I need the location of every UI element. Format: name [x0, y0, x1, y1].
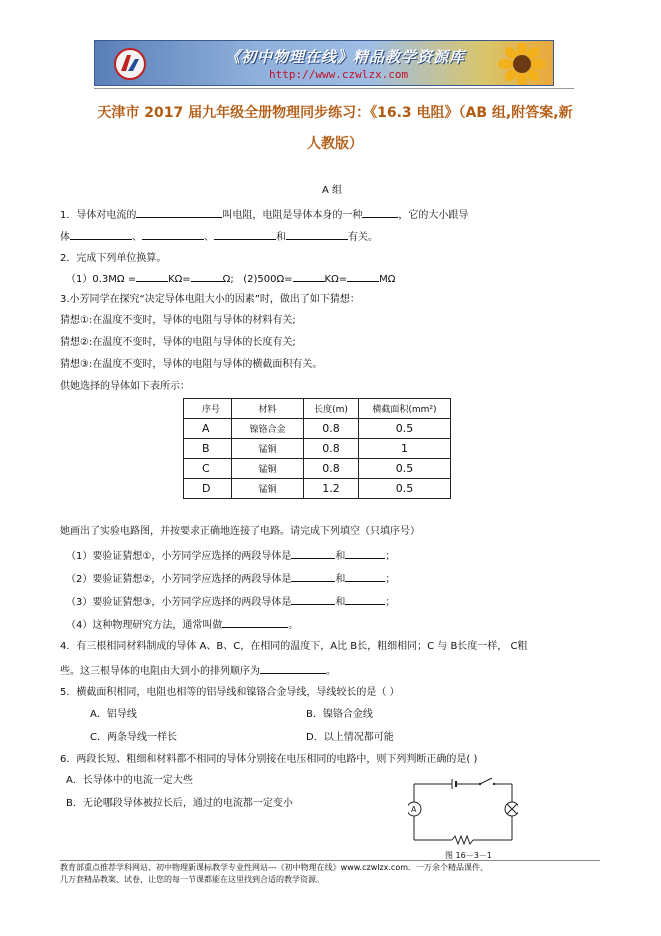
question-3-stem: 3.小芳同学在探究“决定导体电阻大小的因素”时，做出了如下猜想： — [60, 294, 360, 305]
table-cell: 0.8 — [304, 419, 359, 439]
blank — [142, 229, 204, 240]
question-2-conversions: （1）0.3MΩ = KΩ= Ω; (2)500Ω= KΩ= MΩ — [66, 271, 395, 287]
table-cell: 0.5 — [359, 459, 451, 479]
question-5-option-b: B．镍铬合金线 — [306, 709, 373, 720]
question-5-stem: 5．横截面积相同，电阻也相等的铝导线和镍铬合金导线，导线较长的是（ ） — [60, 687, 400, 698]
blank — [191, 271, 223, 282]
section-heading: A 组 — [322, 185, 343, 196]
blank — [286, 229, 348, 240]
switch-blade — [480, 778, 492, 784]
question-6-stem: 6．两段长短、粗细和材料都不相同的导体分别接在电压相同的电路中，则下列判断正确的是( ) — [60, 754, 478, 765]
guess-1: 猜想①:在温度不变时，导体的电阻与导体的材料有关; — [60, 315, 296, 326]
footer-line-1: 教育部重点推荐学科网站、初中物理新课标教学专业性网站---《初中物理在线》www.czwlzx.com．一万余个精品课件、 — [60, 863, 489, 872]
footer — [60, 862, 600, 886]
table-cell: 镍铬合金 — [232, 419, 304, 439]
question-5-option-d: D．以上情况都可能 — [306, 732, 394, 743]
table-cell: C — [184, 459, 232, 479]
question-5-option-a: A．铝导线 — [90, 709, 137, 720]
circuit-diagram — [408, 776, 518, 848]
table-cell: 0.8 — [304, 459, 359, 479]
question-2-stem: 2．完成下列单位换算。 — [60, 253, 167, 264]
table-cell: 0.5 — [359, 479, 451, 499]
question-6-option-a: A．长导体中的电流一定大些 — [66, 775, 193, 786]
table-row — [184, 419, 451, 439]
site-logo-icon — [113, 47, 147, 81]
blank — [345, 548, 385, 559]
table-header-row — [184, 399, 451, 419]
blank — [293, 271, 325, 282]
blank — [362, 207, 398, 218]
question-4-line-2: 些。这三根导体的电阻由大到小的排列顺序为 。 — [60, 663, 336, 679]
table-header: 材料 — [232, 399, 304, 419]
blank — [136, 207, 222, 218]
table-header: 长度(m) — [304, 399, 359, 419]
blank — [260, 663, 326, 674]
table-cell: 0.5 — [359, 419, 451, 439]
guess-2: 猜想②:在温度不变时，导体的电阻与导体的长度有关; — [60, 337, 296, 348]
footer-rule — [60, 860, 600, 861]
sunflower-icon — [497, 43, 547, 85]
ammeter-label: A — [411, 805, 417, 814]
blank — [222, 617, 288, 628]
question-3-sub-4: （4）这种物理研究方法，通常叫做 。 — [66, 617, 298, 633]
table-cell: 1 — [359, 439, 451, 459]
table-cell: 1.2 — [304, 479, 359, 499]
question-1-line-1: 1．导体对电流的 叫电阻，电阻是导体本身的一种 ，它的大小跟导 — [60, 207, 468, 223]
table-cell: 锰铜 — [232, 459, 304, 479]
footer-line-2: 几万套精品教案、试卷，让您的每一节课都能在这里找到合适的教学资源。 — [60, 875, 324, 884]
header-banner — [94, 40, 554, 86]
header-rule — [94, 88, 574, 89]
question-6-option-b: B．无论哪段导体被拉长后，通过的电流都一定变小 — [66, 798, 293, 809]
table-header: 序号 — [184, 399, 232, 419]
question-5-option-c: C．两条导线一样长 — [90, 732, 177, 743]
table-intro: 供她选择的导体如下表所示： — [60, 381, 190, 392]
table-row — [184, 459, 451, 479]
table-row — [184, 439, 451, 459]
figure-caption: 图 16－3－1 — [445, 851, 492, 860]
table-header: 横截面积(mm²) — [359, 399, 451, 419]
resistor-icon — [452, 836, 473, 844]
blank — [291, 548, 335, 559]
blank — [136, 271, 168, 282]
banner-title: 《初中物理在线》精品教学资源库 — [225, 48, 466, 66]
blank — [291, 594, 335, 605]
title-line-2: 人教版） — [307, 136, 363, 152]
conductor-table — [183, 398, 451, 499]
table-cell: B — [184, 439, 232, 459]
blank — [70, 229, 132, 240]
question-3-instruction: 她画出了实验电路图，并按要求正确地连接了电路。请完成下列填空（只填序号） — [60, 526, 420, 537]
document-title — [60, 98, 610, 160]
question-1-line-2: 体 、 、 和 有关。 — [60, 229, 378, 245]
guess-3: 猜想③:在温度不变时，导体的电阻与导体的横截面积有关。 — [60, 359, 323, 370]
question-3-sub-1: （1）要验证猜想①，小芳同学应选择的两段导体是 和 ； — [66, 548, 395, 564]
question-4-line-1: 4．有三根相同材料制成的导体 A、B、C，在相同的温度下，A比 B长，粗细相同；C 与 B长度一样， C粗 — [60, 641, 528, 652]
table-cell: A — [184, 419, 232, 439]
table-cell: 锰铜 — [232, 479, 304, 499]
question-3-sub-2: （2）要验证猜想②，小芳同学应选择的两段导体是 和 ； — [66, 571, 395, 587]
blank — [291, 571, 335, 582]
question-3-sub-3: （3）要验证猜想③，小芳同学应选择的两段导体是 和 ； — [66, 594, 395, 610]
table-cell: D — [184, 479, 232, 499]
table-cell: 0.8 — [304, 439, 359, 459]
blank — [214, 229, 276, 240]
table-row — [184, 479, 451, 499]
table-cell: 锰铜 — [232, 439, 304, 459]
title-line-1: 天津市 2017 届九年级全册物理同步练习：《16.3 电阻》（AB 组,附答案,新 — [97, 105, 573, 121]
banner-url[interactable]: http://www.czwlzx.com — [269, 68, 409, 81]
blank — [347, 271, 379, 282]
blank — [345, 571, 385, 582]
blank — [345, 594, 385, 605]
